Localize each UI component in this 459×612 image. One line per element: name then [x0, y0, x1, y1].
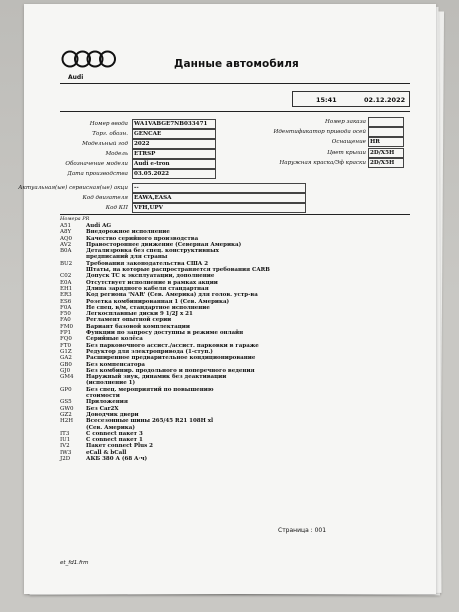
pr-code: E0A [60, 279, 72, 286]
pr-description: Без Car2X [86, 405, 119, 412]
pr-code: EH1 [60, 285, 73, 292]
pr-description: Регламент опытной серии [86, 317, 172, 324]
pr-code: F0A [60, 304, 72, 311]
roof-color-value: 2D/X5H [370, 150, 395, 156]
pr-description: стоимости [86, 393, 120, 400]
pr-description: Качество серийного производства [86, 235, 199, 242]
pr-description: Без компенсатора [86, 361, 145, 368]
field-label: Код двигателя [82, 195, 128, 201]
pr-description: Редуктор для электропривода (1-ступ.) [86, 348, 213, 355]
field-label: Модель [105, 151, 128, 157]
pr-code: A8Y [60, 229, 72, 236]
pr-code-row [60, 456, 400, 462]
field-label: Актуальная(ые) сервисная(ые) акци [18, 185, 128, 191]
pr-description: Отсутствует исполнение в рамках акции [86, 279, 218, 286]
model-name-value: Audi e-tron [134, 161, 170, 167]
audi-rings-logo [60, 46, 118, 72]
field-box [368, 117, 404, 127]
pr-description: Без парковочного ассист./ассист. парковки в гараже [86, 342, 259, 349]
form-id: et_fd1.frm [60, 560, 89, 566]
field-label: Торг. обозн. [92, 131, 128, 137]
divider [60, 83, 410, 84]
field-label: Дата производства [67, 171, 128, 177]
equipment-value: HR [370, 139, 380, 145]
pr-code: J2D [60, 455, 71, 462]
field-label: Обозначение модели [65, 161, 128, 167]
pr-description: Внедорожное исполнение [86, 229, 170, 236]
pr-code: IU1 [60, 437, 71, 444]
pr-code: FP1 [60, 330, 72, 337]
print-date: 02.12.2022 [364, 96, 406, 104]
brand-name: Audi [68, 74, 84, 81]
field-box [132, 183, 306, 193]
pr-code: GS5 [60, 399, 72, 406]
pr-code: FT0 [60, 342, 71, 349]
pr-code: B0A [60, 248, 72, 255]
trade-code-value: GENCAE [134, 131, 162, 137]
pr-code: FM0 [60, 323, 73, 330]
pr-description: Легкосплавные диски 9 1/2J x 21 [86, 311, 193, 318]
print-time: 15:41 [316, 96, 337, 104]
pr-description: Правостороннее движение (Северная Америка) [86, 241, 242, 248]
pr-codes-header: Номера PR [60, 216, 90, 222]
model-year-value: 2022 [134, 141, 150, 147]
pr-code: ER3 [60, 292, 72, 299]
pr-description: (исполнение 1) [86, 380, 136, 387]
pr-code: GJ0 [60, 367, 71, 374]
pr-description: Требования законодательства США 2 [86, 260, 209, 267]
pr-description: Наружный звук, динамик без деактивации [86, 374, 227, 381]
pr-description: Розетка комбинированная 1 (Сев. Америка) [86, 298, 230, 305]
pr-description: Без комбинир. продольного и поперечного ведения [86, 367, 255, 374]
pr-code: F50 [60, 311, 71, 318]
gearbox-code-value: VFH,UPV [134, 205, 163, 211]
pr-code: BU2 [60, 260, 73, 267]
pr-code: ES6 [60, 298, 72, 305]
pr-description: АКБ 380 А (68 А·ч) [86, 455, 148, 462]
pr-code: AQ0 [60, 235, 72, 242]
field-label: Оснащение [331, 139, 366, 145]
pr-description: Не спец. в/м, стандартное исполнение [86, 304, 210, 311]
pr-description: Длина зарядного кабеля стандартная [86, 285, 209, 292]
pr-description: Пакет connect Plus 2 [86, 443, 153, 450]
pr-code: GP0 [60, 386, 72, 393]
field-box [368, 127, 404, 137]
field-label: Цвет крыши [327, 150, 366, 156]
pr-code: IW3 [60, 449, 72, 456]
pr-description: Вариант базовой комплектации [86, 323, 190, 330]
page-title: Данные автомобиля [174, 58, 299, 70]
field-label: Наружная краска/Эф краски [279, 160, 366, 166]
pr-description: Серийные колёса [86, 336, 143, 343]
pr-description: Детализровка без спец. конструктивных [86, 248, 219, 255]
vin-value: WA1VABGE7NB033471 [134, 121, 208, 127]
divider [60, 214, 410, 215]
pr-code: AV2 [60, 241, 72, 248]
pr-description: Всесезонные шины 265/45 R21 108H xl [86, 418, 214, 425]
pr-code: IT3 [60, 430, 70, 437]
document-page [18, 4, 436, 594]
production-date-value: 03.05.2022 [134, 171, 170, 177]
field-label: Модельный год [82, 141, 128, 147]
pr-code: GZ2 [60, 411, 72, 418]
divider [60, 111, 410, 112]
pr-code: GB0 [60, 361, 72, 368]
paint-value: 2D/X5H [370, 160, 395, 166]
pr-description: C connect пакет 1 [86, 437, 143, 444]
pr-description: Доводчик двери [86, 411, 139, 418]
field-label: Номер ввода [89, 121, 128, 127]
pr-code: GW0 [60, 405, 74, 412]
pr-description: Приложения [86, 399, 128, 406]
model-value: ETRSP [134, 151, 156, 157]
field-label: Идентификатор привода осей [273, 129, 366, 135]
pr-description: Допуск ТС к эксплуатации, дополнение [86, 273, 215, 280]
field-label: Номер заказа [325, 119, 366, 125]
pr-code: GM4 [60, 374, 74, 381]
service-action-value: -- [134, 185, 139, 191]
pr-description: Штаты, на которые распространяется требования CARB [86, 267, 270, 274]
pr-description: Audi AG [86, 223, 112, 229]
pr-code: A51 [60, 223, 71, 229]
pr-codes-list [60, 223, 400, 462]
pr-description: предписаний для страны [86, 254, 168, 261]
field-label: Код КП [105, 205, 128, 211]
pr-description: Без спец. мероприятий по повышению [86, 386, 214, 393]
page-number: Страница : 001 [278, 527, 327, 534]
pr-code: G1Z [60, 348, 72, 355]
pr-code: IV2 [60, 443, 70, 450]
pr-description: eCall & bCall [86, 449, 127, 456]
pr-code: H2H [60, 418, 74, 425]
engine-code-value: EAWA,EASA [134, 195, 172, 201]
pr-description: Код региона 'NAR' (Сев. Америка) для голов. устр-ва [86, 292, 258, 299]
pr-description: Расширенное предварительное кондиционирование [86, 355, 256, 362]
pr-description: (Сев. Америка) [86, 424, 135, 431]
pr-code: FA0 [60, 317, 71, 324]
pr-code: FQ0 [60, 336, 72, 343]
pr-description: Функции по запросу доступны в режиме онлайн [86, 330, 244, 337]
pr-code: C02 [60, 273, 72, 280]
pr-code: GA2 [60, 355, 72, 362]
pr-description: C connect пакет 3 [86, 430, 143, 437]
